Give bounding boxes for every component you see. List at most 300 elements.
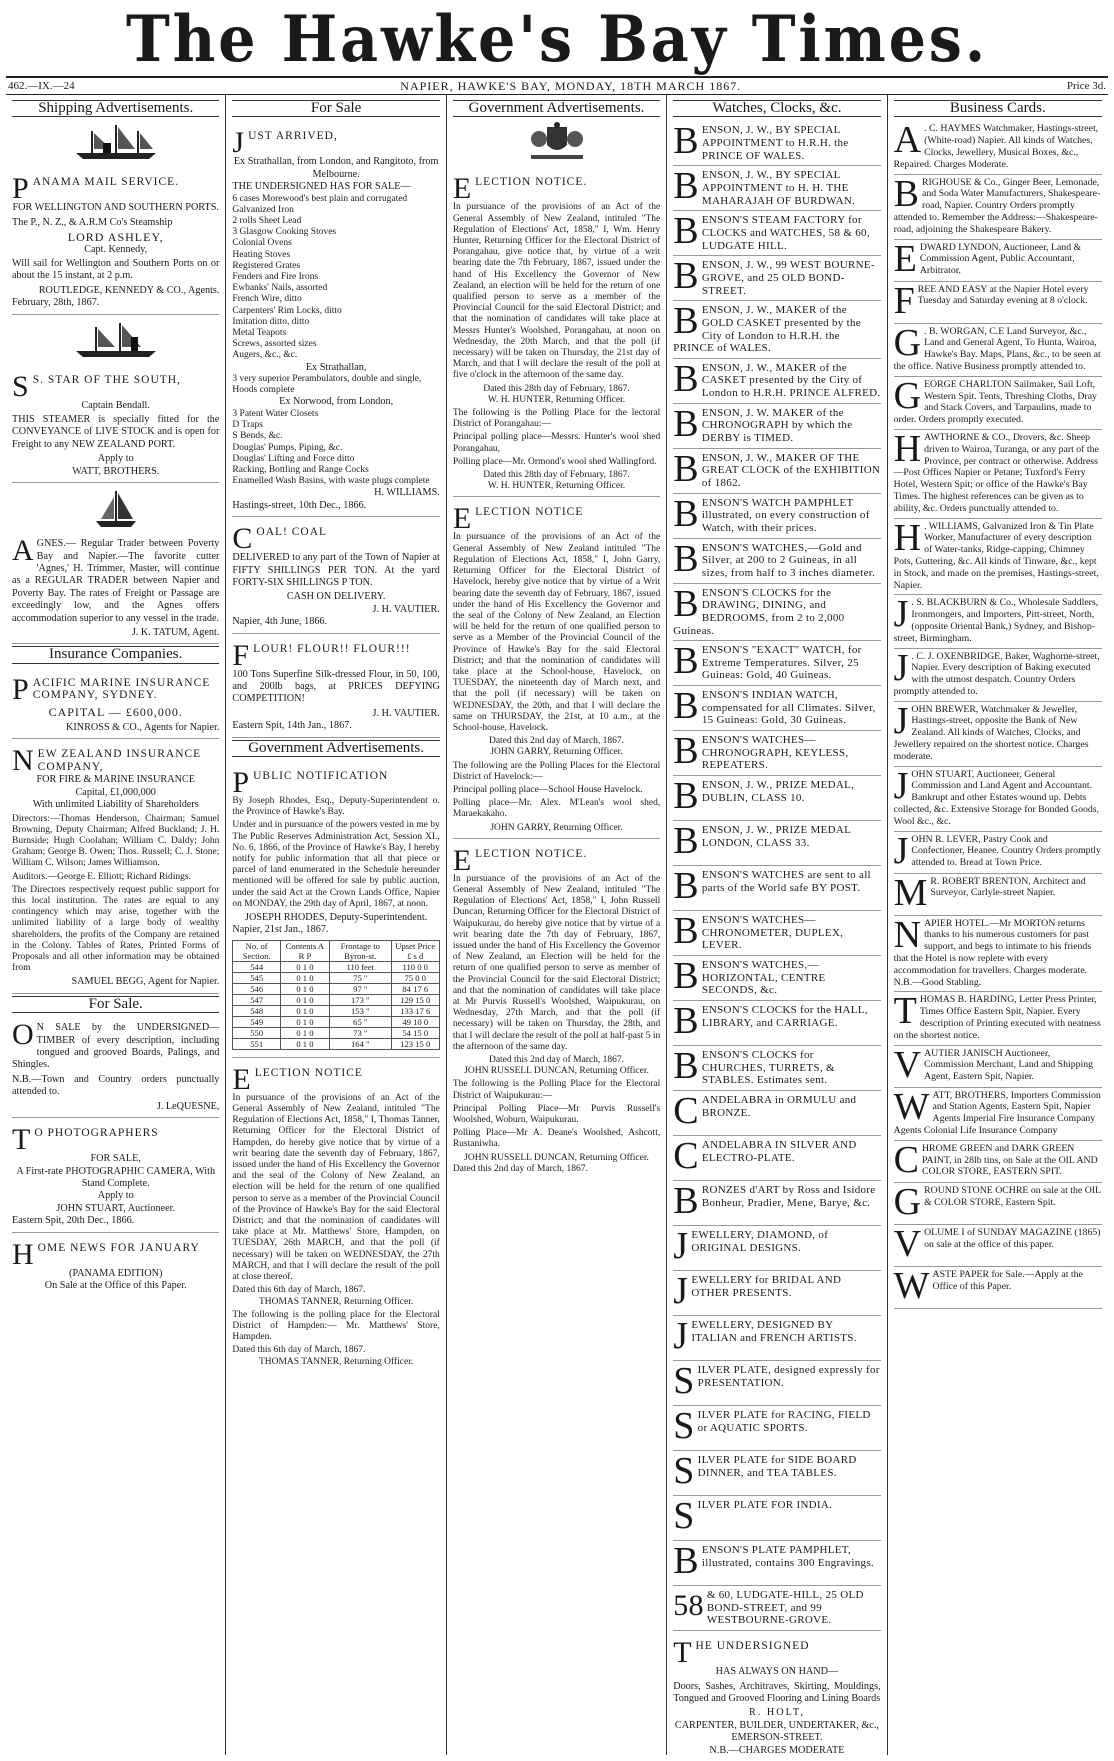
ad-title: EW ZEALAND INSURANCE COMPANY,: [37, 748, 202, 773]
list-item: Heating Stoves: [232, 249, 291, 260]
ad-text: ENSON'S WATCHES—CHRONOGRAPH, KEYLESS, REPEATERS.: [701, 734, 849, 772]
watch-ad: [673, 776, 880, 821]
table-cell: 73 ": [329, 1027, 391, 1038]
list-item: 3 Patent Water Closets: [232, 408, 319, 419]
ad-text: ENSON'S CLOCKS for CHURCHES, TURRETS, & STABLES. Estimates sent.: [701, 1049, 835, 1087]
agent-name: KINROSS & CO., Agents for Napier.: [66, 721, 220, 733]
ad-title: UST ARRIVED,: [248, 130, 338, 143]
issue-number: 462.—IX.—24: [8, 80, 75, 92]
table-cell: 75 ": [329, 972, 391, 983]
ad-text: EWELLERY, DESIGNED BY ITALIAN and FRENCH ARTISTS.: [691, 1319, 857, 1344]
table-cell: 546: [233, 983, 281, 994]
card-text: AUTIER JANISCH Auctioneer, Commission Merchant, Land and Shipping Agent, Eastern Spit, Napier.: [924, 1047, 1094, 1083]
table-cell: 129 15 0: [391, 994, 439, 1005]
drop-cap: J: [893, 593, 909, 636]
ad-shipment: Ex Strathallan,: [305, 361, 367, 373]
agent-name: THOMAS TANNER, Returning Officer.: [258, 1296, 414, 1307]
table-cell: 49 10 0: [391, 1016, 439, 1027]
card-text: . S. BLACKBURN & Co., Wholesale Saddlers, Ironmongers, and Importers, Pitt-street, North, (opposite Oriental Bank,) Sydney, and Bishop-street, Birmingham.: [893, 597, 1099, 644]
business-card: [893, 237, 1102, 282]
ad-text: ILVER PLATE FOR INDIA.: [697, 1499, 833, 1512]
watch-ads-list: [673, 121, 880, 1631]
ad-text: ENSON, J. W., MAKER of the GOLD CASKET presented by the City of London to H.R.H. the PRINCE of WALES.: [673, 304, 861, 355]
business-card: [893, 699, 1102, 767]
item-list: [232, 194, 439, 362]
card-text: OHN STUART, Auctioneer, General Commission and Land Agent and Accountant. Bankrupt and other Estates wound up. Debts collected, &c. Extensive Storage for Bonded Goods, Wool &c., &c.: [893, 768, 1100, 827]
ad-date: Napier, 21st Jan., 1867.: [232, 924, 329, 936]
table-cell: 549: [233, 1016, 281, 1027]
table-row: [233, 994, 439, 1005]
ad-election-hampden: ELECTION NOTICE In pursuance of the provisions of an Act of the General Assembly of New Zealand, intituled "The Regulation of Elections Act, 1858," I, Thomas Tanner, Returning Officer for the Electoral District of Hampden, do hereby give notice that by virtue of a writ bearing date the seventh day of February, 1867, issued under the hand of His Excellency the Governor and the seal of the Colony of New Zealand, an election will be held for the return of one qualified person to serve as a member of the Provincial Council of the Province of Hawke's Bay for the said Electoral District; and that the nomination of candidates will take place at Mr. Matthews' Store, Hampden, on TUESDAY, 26th MARCH, and that the poll (if necessary) will be taken on WEDNESDAY, the 27th MARCH, and that I will declare the result of the poll at close thereof. Dated this 6th day of March, 1867. THOMAS TANNER, Returning Officer. The following is the polling place for the Electoral District of Hampden:— Mr. Matthews' Store, Hampden. Dated this 6th day of March, 1867. THOMAS TANNER, Returning Officer.: [232, 1062, 440, 1367]
watch-ad: [673, 256, 880, 301]
table-cell: 54 15 0: [391, 1027, 439, 1038]
table-row: [233, 983, 439, 994]
table-cell: 164 ": [329, 1038, 391, 1049]
agent-name: J. H. VAUTIER.: [372, 603, 440, 615]
drop-cap: B: [673, 402, 699, 445]
table-row: [233, 1038, 439, 1049]
ad-public-notification: PUBLIC NOTIFICATION By Joseph Rhodes, Esq., Deputy-Superintendent o. the Province of Hawke's Bay. Under and in pursuance of the powers vested in me by The Public Reserves Administration Act, Session XI., No. 6, 1866, of the Province of Hawke's Bay, I hereby notify for public information that all that piece or parcel of land enumerated in the Schedule hereunder mentioned will be offered for sale by public auction, under the said Act at the Crown Lands Office, Napier on MONDAY, the 29th day of April, 1867, at noon. JOSEPH RHODES, Deputy-Superintendent. Napier, 21st Jan., 1867. No. of Section. Contents A R P Frontage to Byron-st. Upset Price £ s d 544 0 1 0 110 feet 110 0 0 545 0 1 0 75 " 75 0 0 546 0 1 0 97 " 84 17 6 547 0 1 0 173 " 129 15 0 548 0 1 0 153 " 133 17 6 549 0 1 0 65 " 49 10 0 550 0 1 0 73 " 54 15 0 551 0 1 0 164 " 123 15 0: [232, 761, 439, 1058]
list-item: Metal Teapots: [232, 328, 287, 339]
drop-cap: V: [893, 1043, 922, 1086]
ad-body: A First-rate PHOTOGRAPHIC CAMERA, With Stand Complete.: [16, 1165, 216, 1189]
cutter-icon: [12, 487, 219, 529]
drop-cap: B: [673, 1180, 699, 1223]
list-item: 3 very superior Perambulators, double and single, Hoods complete: [232, 374, 422, 396]
ad-election-havelock: ELECTION NOTICE In pursuance of the provisions of an Act of the General Assembly of New Zealand intituled "The Regulation of Elections Act, 1858," I, John Garry, Returning Officer for the Electoral District of Havelock, hereby give notice that by virtue of a Writ bearing date the seventh day of February, 1867, issued under the hand of His Excellency the Governor and the seal of the Colony of New Zealand, an Election will be held for the return of one qualified person to serve as a Member of the Provincial Council of the Province of Hawke's Bay for the said Electoral District; and that the nomination of candidates will take place at the School-house, Havelock, on TUESDAY, the nineteenth day of March next, and that the poll (if necessary) will be taken on WEDNESDAY, the 20th, and that I will declare the same on THURSDAY, the 21st, at 10 a.m., at the School-house, Havelock. Dated this 2nd day of March, 1867. JOHN GARRY, Returning Officer. The following are the Polling Places for the Electoral District of Havelock:— Principal polling place—School House Havelock. Polling place—Mr. Alex. M'Lean's wool shed, Maraekakaho. JOHN GARRY, Returning Officer.: [453, 497, 660, 838]
ad-agnes: AGNES.— Regular Trader between Poverty Bay and Napier.—The favorite cutter 'Agnes,' H. Trimmer, Master, will continue as a REGULAR TRADER between Napier and Poverty Bay. The rates of Freight or Passage are exceedingly low, and the Agnes offers accommodation superior to any vessel in the trade. J. K. TATUM, Agent.: [12, 533, 219, 644]
polling-place: The following is the Polling Place for the Electoral District of Waipukurau:—: [452, 1079, 661, 1101]
ad-subtitle: FOR WELLINGTON AND SOUTHERN PORTS.: [12, 202, 219, 214]
table-cell: 544: [233, 961, 281, 972]
watch-ad: [673, 1091, 880, 1136]
watch-ad: [673, 641, 880, 686]
card-text: OHN BREWER, Watchmaker & Jeweller, Hastings-street, opposite the Bank of New Zealand. All kinds of Watches, Clocks, and Jewellery repaired on the shortest notice. Charges moderate.: [893, 703, 1089, 762]
list-item: Screws, assorted sizes: [232, 339, 317, 350]
table-cell: 547: [233, 994, 281, 1005]
ad-title: LECTION NOTICE: [475, 506, 584, 519]
list-item: French Wire, ditto: [232, 294, 302, 305]
watch-ad: [673, 911, 880, 956]
address: EMERSON-STREET.: [731, 1732, 823, 1744]
drop-cap: S: [673, 1495, 695, 1538]
drop-cap: B: [673, 210, 699, 253]
business-card: [894, 992, 1102, 1045]
business-card: [893, 1085, 1102, 1141]
captain: Capt. Kennedy,: [84, 243, 148, 255]
watch-ad: [673, 494, 880, 539]
ad-title: OAL! COAL: [256, 526, 328, 539]
list-item: 3 Glasgow Cooking Stoves: [232, 227, 337, 238]
card-text: HROME GREEN and DARK GREEN PAINT, in 28lb tins, on Sale at the OIL AND COLOR STORE, EASTERN SPIT.: [921, 1142, 1098, 1178]
drop-cap: T: [893, 990, 917, 1033]
drop-cap: J: [893, 646, 909, 689]
ad-title: ANAMA MAIL SERVICE.: [32, 176, 180, 189]
ad-text: EWELLERY, DIAMOND, of ORIGINAL DESIGNS.: [691, 1229, 829, 1254]
drop-cap: J: [893, 829, 909, 872]
apply-to: Apply to: [97, 453, 134, 465]
dateline-bar: [6, 76, 1108, 95]
table-cell: 0 1 0: [280, 983, 329, 994]
ad-date: Eastern Spit, 14th Jan., 1867.: [232, 720, 352, 732]
drop-cap: H: [893, 427, 922, 470]
section-heading: Government Advertisements.: [453, 100, 660, 117]
ad-text: ENSON'S INDIAN WATCH, compensated for all Climates. Silver, 15 Guineas: Gold, 30 Guineas.: [701, 689, 876, 727]
drop-cap: G: [893, 321, 922, 364]
business-card: [893, 1180, 1102, 1225]
list-item: 2 rolls Sheet Lead: [232, 216, 302, 227]
table-cell: 0 1 0: [280, 994, 329, 1005]
drop-cap: B: [673, 582, 699, 625]
ad-text: ILVER PLATE for SIDE BOARD DINNER, and TEA TABLES.: [697, 1454, 857, 1479]
table-cell: 173 ": [329, 994, 391, 1005]
watch-ad: [673, 1271, 880, 1316]
ad-photographers: T O PHOTOGRAPHERS FOR SALE, A First-rate PHOTOGRAPHIC CAMERA, With Stand Complete. Apply to JOHN STUART, Auctioneer. Eastern Spit, 20th Dec., 1866.: [12, 1118, 219, 1232]
ad-byline: By Joseph Rhodes, Esq., Deputy-Superintendent o. the Province of Hawke's Bay.: [232, 796, 440, 818]
directors: Directors:—Thomas Henderson, Chairman; Samuel Browning, Deputy Chairman; Alfred Buckland; J. H. Burnside; Hugh Coolahan; William C. Daldy; John Graham; George B. Owen; Thos. Russell; C. J. Stone; William C. Wilson; James Williamson.: [12, 813, 220, 869]
drop-cap: B: [673, 775, 699, 818]
watch-ad: [673, 584, 880, 641]
drop-cap: B: [673, 910, 699, 953]
ad-title: S. STAR OF THE SOUTH,: [32, 373, 181, 386]
agent-name: WATT, BROTHERS.: [72, 465, 160, 477]
drop-cap: B: [673, 300, 699, 343]
table-cell: 0 1 0: [280, 1016, 329, 1027]
ad-body: In pursuance of the provisions of an Act of the General Assembly of New Zealand, intituled "The Regulation of Elections' Act, 1858," I, John Russell Duncan, Returning Officer for the Electoral District of Waipukurau, do hereby give notice that by virtue of a writ bearing date the 7th day of February, 1867, issued under the hand of His Excellency the Governor of New Zealand, an Election will be held for the return of one qualified person to serve as member of the Provincial Council for the said Electoral District; and that the nomination of candidates will take place at Mr Purvis Russell's Woolshed, Waipukurau, on Wednesday, 27th March, and that the poll (if necessary) will be taken on Thursday, the 28th, and that I will declare the result of the poll at half-past 5 in the afternoon of the same day.: [452, 873, 661, 1052]
business-card: [893, 1138, 1102, 1183]
table-header: Upset Price £ s d: [391, 940, 439, 961]
ad-intro: THE UNDERSIGNED HAS FOR SALE—: [232, 181, 411, 193]
coat-of-arms-icon: [453, 121, 660, 163]
ad-body: N SALE by the UNDERSIGNED— TIMBER of every description, including tongued and grooved Boards, Palings, and Shingles.: [12, 1022, 220, 1071]
price: Price 3d.: [1066, 80, 1106, 92]
ad-title: LECTION NOTICE.: [475, 176, 588, 189]
agent-name: W. H. HUNTER, Returning Officer.: [487, 481, 626, 492]
ad-text: ENSON'S WATCHES,—HORIZONTAL, CENTRE SECONDS, &c.: [701, 959, 826, 997]
list-item: Imitation ditto, ditto: [232, 316, 310, 327]
ad-text: ENSON, J. W., MAKER of the CASKET presented by the City of London to H.R.H. PRINCE ALFRED.: [701, 361, 881, 399]
polling-place: Principal polling place—School House Havelock.: [452, 784, 643, 795]
ad-title: LECTION NOTICE.: [475, 847, 588, 860]
ad-title: ACIFIC MARINE INSURANCE COMPANY, SYDNEY.: [32, 676, 211, 702]
agent-name: R. HOLT,: [748, 1707, 805, 1719]
ad-note: N.B.—CHARGES MODERATE: [709, 1744, 845, 1755]
ad-date: Dated this 28th day of February, 1867.: [483, 470, 630, 481]
liability: With unlimited Liability of Shareholders: [32, 799, 199, 811]
ship-name: LORD ASHLEY,: [67, 230, 164, 245]
table-cell: 548: [233, 1005, 281, 1016]
drop-cap: F: [893, 279, 915, 322]
ad-body: In pursuance of the provisions of an Act of the General Assembly of New Zealand intituled "The Regulation of Elections Act, 1858," I, John Garry, Returning Officer for the Electoral District of Havelock, hereby give notice that by virtue of a Writ bearing date the seventh day of February, 1867, issued under the hand of His Excellency the Governor and the seal of the Colony of New Zealand, an Election will be held for the return of one qualified person to serve as a Member of the Provincial Council of the Province of Hawke's Bay for the said Electoral District; and that the nomination of candidates will take place at the School-house, Havelock, on TUESDAY, the nineteenth day of March next, and that the poll (if necessary) will be taken on WEDNESDAY, the 20th, and that I will declare the same on THURSDAY, the 21st, at 10 a.m., at the School-house, Havelock.: [452, 532, 661, 733]
watch-ad: [673, 956, 880, 1001]
card-text: REE AND EASY at the Napier Hotel every Tuesday and Saturday evening at 8 o'clock.: [917, 283, 1089, 307]
section-heading: Shipping Advertisements.: [12, 100, 219, 117]
business-card: [893, 279, 1102, 324]
list-item: Racking, Bottling and Range Cocks: [232, 464, 369, 475]
table-row: [233, 961, 439, 972]
agent-name: W. H. HUNTER, Returning Officer.: [487, 394, 626, 405]
ad-body: DELIVERED to any part of the Town of Napier at FIFTY SHILLINGS PER TON. At the yard FORTY-SIX SHILLINGS P TON.: [232, 552, 440, 588]
ad-holt: THE UNDERSIGNED HAS ALWAYS ON HAND— Doors, Sashes, Architraves, Skirting, Mouldings, Tongued and Grooved Flooring and Lining Boards R. HOLT, CARPENTER, BUILDER, UNDERTAKER, &c., EMERSON-STREET. N.B.—CHARGES MODERATE: [673, 1636, 881, 1755]
ad-text: ENSON, J. W., BY SPECIAL APPOINTMENT to H. H. THE MAHARAJAH OF BURDWAN.: [701, 169, 856, 207]
drop-cap: B: [893, 172, 919, 215]
card-text: EORGE CHARLTON Sailmaker, Sail Loft, Western Spit. Tents, Threshing Cloths, Dray and Stack Covers, and Tarpaulins, made to order. Orders promptly executed.: [893, 378, 1097, 426]
ad-body: In pursuance of the provisions of an Act of the General Assembly of New Zealand, intituled "The Regulation of Elections' Act, 1858," I, Wm. Henry Hunter, Returning Officer for the Electoral District of Porangahau, give notice that, by virtue of a writ bearing date the 7th February, 1867, issued under the hand of His Excellency the Governor of New Zealand, an election will be held for the return of one qualified person to serve as a member of the Provincial Council for the said Electoral District; and that the nomination of candidates will take place at Messrs Hunter's Woolshed, Porangahau, at noon on Wednesday, the 20th March, and that the poll (if necessary) will be taken on Thursday, the 21st day of March, and that I will declare the result of the poll at five o'clock in the afternoon of the same day.: [452, 202, 661, 381]
list-item: D Traps: [232, 420, 263, 431]
business-card: [893, 374, 1102, 430]
ad-flour: FLOUR! FLOUR!! FLOUR!!! 100 Tons Superfine Silk-dressed Flour, in 50, 100, and 200lb bags, at PRICES DEFYING COMPETITION! J. H. VAUTIER. Eastern Spit, 14th Jan., 1867.: [232, 634, 439, 738]
business-card: [893, 1043, 1102, 1088]
watch-ad: [673, 1001, 880, 1046]
ad-title: OME NEWS FOR JANUARY: [37, 1241, 200, 1254]
watch-ad: [673, 1496, 880, 1541]
ad-text: EWELLERY for BRIDAL AND OTHER PRESENTS.: [691, 1274, 842, 1299]
list-item: Fenders and Fire Irons: [232, 272, 319, 283]
card-text: . C. J. OXENBRIDGE, Baker, Waghorne-street, Napier. Every description of Baking executed with the utmost despatch. Country Orders promptly attended to.: [893, 650, 1100, 697]
ad-home-news: HOME NEWS FOR JANUARY (PANAMA EDITION) On Sale at the Office of this Paper.: [12, 1233, 219, 1297]
ad-text: ENSON, J. W., PRIZE MEDAL LONDON, CLASS 33.: [701, 824, 851, 849]
business-card: [894, 595, 1102, 648]
ad-text: ENSON'S CLOCKS for the DRAWING, DINING, and BEDROOMS, from 2 to 2,000 Guineas.: [673, 586, 845, 637]
card-text: OLUME I of SUNDAY MAGAZINE (1865) on sale at the office of this paper.: [924, 1226, 1101, 1250]
business-cards-list: [894, 121, 1102, 1308]
drop-cap: C: [893, 1138, 919, 1181]
watch-ad: [673, 1406, 880, 1451]
columns: [6, 95, 1108, 1755]
table-cell: 110 0 0: [391, 961, 439, 972]
drop-cap: B: [673, 255, 699, 298]
watch-ad: [673, 211, 880, 256]
watch-ad: [673, 166, 880, 211]
table-header: No. of Section.: [233, 940, 281, 961]
ship-icon: [12, 121, 219, 163]
agent-name: ROUTLEDGE, KENNEDY & CO., Agents.: [38, 284, 220, 296]
agent-name: J. LeQUESNE,: [156, 1100, 220, 1112]
apply-to: Apply to: [97, 1190, 134, 1202]
agent-name: J. K. TATUM, Agent.: [131, 626, 220, 638]
business-card: [893, 321, 1102, 377]
drop-cap: B: [673, 537, 699, 580]
watch-ad: [673, 1046, 880, 1091]
agent-name: JOHN GARRY, Returning Officer.: [490, 747, 623, 758]
ad-title: LECTION NOTICE: [254, 1066, 363, 1079]
ad-text: ENSON'S "EXACT" WATCH, for Extreme Temperatures. Silver, 25 Guineas: Gold, 40 Guineas.: [701, 644, 862, 682]
business-card: [894, 121, 1102, 174]
ad-election-porangahau: ELECTION NOTICE. In pursuance of the provisions of an Act of the General Assembly of New Zealand, intituled "The Regulation of Elections' Act, 1858," I, Wm. Henry Hunter, Returning Officer for the Electoral District of Porangahau, give notice that, by virtue of a writ bearing date the 7th February, 1867, issued under the hand of His Excellency the Governor of New Zealand, an election will be held for the return of one qualified person to serve as a member of the Provincial Council for the said Electoral District; and that the nomination of candidates will take place at Messrs Hunter's Woolshed, Porangahau, at noon on Wednesday, the 20th March, and that the poll (if necessary) will be taken on Thursday, the 21st day of March, and that I will declare the result of the poll at five o'clock in the afternoon of the same day. Dated this 28th day of February, 1867. W. H. HUNTER, Returning Officer. The following is the Polling Place for the lectoral District of Porangahau:— Principal polling place—Messrs. Hunter's wool shed Porangahau, Polling place—Mr. Ormond's wool shed Wallingford. Dated this 28th day of February, 1867. W. H. HUNTER, Returning Officer.: [453, 167, 660, 497]
ad-title: UBLIC NOTIFICATION: [253, 770, 389, 782]
watch-ad: [673, 449, 880, 494]
table-cell: 123 15 0: [391, 1038, 439, 1049]
watch-ad: [673, 539, 880, 584]
ad-date: Eastern Spit, 20th Dec., 1866.: [12, 1215, 135, 1227]
ad-date: Dated this 6th day of March, 1867.: [232, 1285, 366, 1296]
watch-ad: [673, 1316, 880, 1361]
section-heading: Government Advertisements.: [232, 740, 439, 757]
ad-body: In pursuance of the provisions of an Act of the General Assembly of New Zealand, intituled "The Regulation of Elections Act, 1858," I, Thomas Tanner, Returning Officer for the Electoral District of Hampden, do hereby give notice that by virtue of a writ bearing date the seventh day of February, 1867, issued under the hand of His Excellency the Governor and the seal of the Colony of New Zealand, an election will be held for the return of one qualified person to serve as a member of the Provincial Council of the Province of Hawke's Bay for the said Electoral District; and that the nomination of candidates will take place at Mr. Matthews' Store, Hampden, on TUESDAY, 26th MARCH, and that the poll (if necessary) will be taken on WEDNESDAY, the 27th MARCH, and that I will declare the result of the poll at close thereof.: [232, 1092, 440, 1283]
ad-date: Dated this 2nd day of March, 1867.: [488, 736, 625, 747]
drop-cap: S: [673, 1405, 695, 1448]
ad-body: On Sale at the Office of this Paper.: [44, 1279, 187, 1291]
drop-cap: M: [893, 871, 928, 914]
table-cell: 133 17 6: [391, 1005, 439, 1016]
table-cell: 0 1 0: [280, 1038, 329, 1049]
ad-just-arrived: JUST ARRIVED, Ex Strathallan, from London, and Rangitoto, from Melbourne. THE UNDERSIGNED HAS FOR SALE— 6 cases Morewood's best plain and corrugated Galvanized Iron 2 rolls Sheet Lead 3 Glasgow Cooking Stoves Colonial Ovens Heating Stoves Registered Grates Fenders and Fire Irons Ewbanks' Nails, assorted French Wire, ditto Carpenters' Rim Locks, ditto Imitation ditto, ditto Metal Teapots Screws, assorted sizes Augers, &c., &c. Ex Strathallan, 3 very superior Perambulators, double and single, Hoods complete Ex Norwood, from London, 3 Patent Water Closets D Traps S Bends, &c. Douglas' Pumps, Piping, &c. Douglas' Lifting and Force ditto Racking, Bottling and Range Cocks Enamelled Wash Basins, with waste plugs complete H. WILLIAMS. Hastings-street, 10th Dec., 1866.: [232, 121, 439, 517]
drop-cap: B: [673, 1540, 699, 1583]
watch-ad: [673, 1361, 880, 1406]
polling-place: The following is the Polling Place for the lectoral District of Porangahau:—: [452, 408, 661, 430]
ad-text: & 60, LUDGATE-HILL, 25 OLD BOND-STREET, and 99 WESTBOURNE-GROVE.: [706, 1589, 864, 1627]
section-heading: Insurance Companies.: [12, 646, 219, 663]
business-card: [893, 427, 1102, 519]
polling-place: Polling Place—Mr A. Deane's Woolshed, Ashcott, Rustaniwha.: [452, 1128, 661, 1150]
polling-place: Polling place—Mr. Ormond's wool shed Wallingford.: [452, 456, 657, 467]
newspaper-page: [0, 4, 1114, 1761]
polling-place: The following is the polling place for the Electoral District of Hampden:— Mr. Matthews' Store, Hampden.: [232, 1309, 440, 1343]
polling-place: Polling place—Mr. Alex. M'Lean's wool shed, Maraekakaho.: [452, 798, 661, 820]
agent-name: THOMAS TANNER, Returning Officer.: [258, 1356, 414, 1367]
section-heading: Business Cards.: [894, 100, 1102, 117]
card-text: ROUND STONE OCHRE on sale at the OIL & COLOR STORE, Eastern Spit.: [924, 1184, 1101, 1208]
watch-ad: [673, 404, 880, 449]
card-text: . WILLIAMS, Galvanized Iron & Tin Plate Worker, Manufacturer of every description of Water-tanks, Ridge-capping, Chimney Pots, Guttering, &c. All kinds of Tinware, &c., kept in Stock, and made on the premises, Hastings-street, Napier.: [893, 520, 1099, 591]
card-text: OHN R. LEVER, Pastry Cook and Confectioner, Heanee. Country Orders promptly attended to. Bread at Town Price.: [911, 833, 1101, 869]
item-list: [232, 409, 439, 487]
table-cell: 0 1 0: [280, 1005, 329, 1016]
watch-ad: [673, 1226, 880, 1271]
ad-subtitle: FOR SALE,: [90, 1153, 141, 1165]
ad-note: N.B.—Town and Country orders punctually attended to.: [12, 1073, 220, 1098]
drop-cap: B: [673, 492, 699, 535]
card-text: ASTE PAPER for Sale.—Apply at the Office of this Paper.: [932, 1268, 1083, 1292]
ad-star-of-south: S S. STAR OF THE SOUTH, Captain Bendall. THIS STEAMER is specially fitted for the CONVEYANCE of LIVE STOCK and is open for Freight to any NEW ZEALAND PORT. Apply to WATT, BROTHERS.: [12, 365, 219, 483]
list-item: Colonial Ovens: [232, 238, 292, 249]
ship-icon: [12, 319, 219, 361]
list-item: Douglas' Lifting and Force ditto: [232, 453, 355, 464]
ad-date: Hastings-street, 10th Dec., 1866.: [232, 499, 367, 511]
ad-text: ILVER PLATE, designed expressly for PRESENTATION.: [697, 1364, 880, 1389]
ad-text: ENSON, J. W., 99 WEST BOURNE-GROVE, and 25 OLD BOND-STREET.: [701, 259, 875, 297]
list-item: Carpenters' Rim Locks, ditto: [232, 305, 342, 316]
watch-ad: [673, 821, 880, 866]
agent-name: JOHN STUART, Auctioneer.: [56, 1202, 175, 1214]
column-for-sale: [226, 95, 446, 1755]
drop-cap: S: [673, 1360, 695, 1403]
card-text: . B. WORGAN, C.E Land Surveyor, &c., Land and General Agent, To Hunta, Wairoa, Hawke's Bay. Maps, Plans, &c., to be seen at the office. Native Business promptly attended to.: [893, 325, 1101, 372]
watch-ad: [673, 1541, 880, 1586]
card-text: . C. HAYMES Watchmaker, Hastings-street, (White-road) Napier. All kinds of Watches, Clocks, Jewellery, Musical Boxes, &c., Repaired. Charges Moderate.: [893, 123, 1099, 170]
table-row: [233, 1027, 439, 1038]
ad-body: GNES.— Regular Trader between Poverty Bay and Napier.—The favorite cutter 'Agnes,' H. Trimmer, Master, will continue as a REGULAR TRADER between Napier and Poverty Bay. The rates of Freight or Passage are exceedingly low, and the Agnes offers accommodation superior to any vessel in the trade.: [12, 538, 220, 624]
table-row: [233, 972, 439, 983]
ad-body: Doors, Sashes, Architraves, Skirting, Mouldings, Tongued and Grooved Flooring and Lining Boards: [673, 1680, 881, 1704]
list-item: Ewbanks' Nails, assorted: [232, 283, 328, 294]
business-card: [893, 913, 1102, 993]
drop-cap: H: [893, 516, 922, 559]
table-cell: 84 17 6: [391, 983, 439, 994]
ad-text: ENSON'S WATCHES—CHRONOMETER, DUPLEX, LEVER.: [701, 914, 844, 952]
column-watches: [667, 95, 887, 1755]
ad-date: Dated this 2nd day of March, 1867.: [452, 1163, 588, 1174]
agent-name: JOHN GARRY, Returning Officer.: [490, 822, 623, 833]
table-cell: 0 1 0: [280, 1027, 329, 1038]
agent-name: SAMUEL BEGG, Agent for Napier.: [71, 976, 220, 988]
ad-body: Will sail for Wellington and Southern Ports on or about the 15 instant, at 2 p.m.: [12, 258, 220, 282]
watch-ad: [673, 1136, 880, 1181]
ad-text: ENSON, J. W., BY SPECIAL APPOINTMENT to H.R.H. the PRINCE OF WALES.: [701, 124, 849, 162]
ad-body: THIS STEAMER is specially fitted for the CONVEYANCE of LIVE STOCK and is open for Freight to any NEW ZEALAND PORT.: [12, 414, 220, 450]
card-text: DWARD LYNDON, Auctioneer, Land & Commission Agent, Public Accountant, Arbitrator.: [919, 241, 1082, 277]
ad-body: 100 Tons Superfine Silk-dressed Flour, in 50, 100, and 200lb bags, at PRICES DEFYING COMPETITION!: [232, 668, 440, 705]
drop-cap: G: [893, 1180, 922, 1223]
ad-pacific-marine: PACIFIC MARINE INSURANCE COMPANY, SYDNEY. CAPITAL — £600,000. KINROSS & CO., Agents for Napier.: [12, 668, 219, 740]
watch-ad: [673, 1181, 880, 1226]
table-cell: 551: [233, 1038, 281, 1049]
list-item: 6 cases Morewood's best plain and corrugated Galvanized Iron: [232, 193, 408, 215]
list-item: Enamelled Wash Basins, with waste plugs complete: [232, 476, 430, 487]
ad-text: RONZES d'ART by Ross and Isidore Bonheur, Pradier, Mene, Barye, &c.: [701, 1184, 876, 1209]
section-heading: For Sale: [232, 100, 439, 117]
ad-election-waipukurau: ELECTION NOTICE. In pursuance of the provisions of an Act of the General Assembly of New Zealand, intituled "The Regulation of Elections' Act, 1858," I, John Russell Duncan, Returning Officer for the Electoral District of Waipukurau, do hereby give notice that by virtue of a writ bearing date the 7th day of February, 1867, issued under the hand of His Excellency the Governor of New Zealand, an Election will be held for the return of one qualified person to serve as member of the Provincial Council for the said Electoral District; and that the nomination of candidates will take place at Mr Purvis Russell's Woolshed, Waipukurau, on Wednesday, 27th March, and that the poll (if necessary) will be taken on Thursday, the 28th, and that I will declare the result of the poll at half-past 5 in the afternoon of the same day. Dated this 2nd day of March, 1867. JOHN RUSSELL DUNCAN, Returning Officer. The following is the Polling Place for the Electoral District of Waipukurau:— Principal Polling Place—Mr Purvis Russell's Woolshed, Woburn, Waipukurau. Polling Place—Mr A. Deane's Woolshed, Ashcott, Rustaniwha. JOHN RUSSELL DUNCAN, Returning Officer. Dated this 2nd day of March, 1867.: [452, 843, 661, 1174]
drop-cap: B: [673, 1045, 699, 1088]
table-cell: 545: [233, 972, 281, 983]
list-item: Douglas' Pumps, Piping, &c.: [232, 442, 343, 453]
polling-place: The following are the Polling Places for the Electoral District of Havelock:—: [452, 760, 661, 782]
agent-name: J. H. VAUTIER.: [372, 707, 440, 719]
column-business-cards: [888, 95, 1108, 1755]
ad-subtitle: HAS ALWAYS ON HAND—: [715, 1666, 839, 1678]
section-heading: Watches, Clocks, &c.: [673, 100, 880, 117]
drop-cap: B: [673, 820, 699, 863]
drop-cap: B: [673, 357, 699, 400]
ad-date: Dated this 28th day of February, 1867.: [483, 383, 630, 394]
ad-date: Napier, 4th June, 1866.: [232, 616, 328, 628]
ad-terms: CASH ON DELIVERY.: [286, 591, 386, 603]
ad-coal: COAL! COAL DELIVERED to any part of the Town of Napier at FIFTY SHILLINGS PER TON. At the yard FORTY-SIX SHILLINGS P TON. CASH ON DELIVERY. J. H. VAUTIER. Napier, 4th June, 1866.: [232, 517, 439, 633]
lots-table: [232, 940, 439, 1050]
business-card: [893, 516, 1102, 596]
drop-cap: E: [893, 237, 917, 280]
drop-cap: B: [673, 447, 699, 490]
ad-text: ANDELABRA IN SILVER AND ELECTRO-PLATE.: [701, 1139, 857, 1164]
dateline: NAPIER, HAWKE'S BAY, MONDAY, 18TH MARCH 1867.: [400, 78, 742, 93]
business-card: [893, 829, 1102, 874]
agent-name: H. WILLIAMS.: [374, 487, 440, 499]
agent-name: JOSEPH RHODES, Deputy-Superintendent.: [244, 912, 428, 924]
list-item: Augers, &c., &c.: [232, 350, 298, 361]
business-card: [893, 172, 1102, 240]
list-item: Registered Grates: [232, 260, 301, 271]
drop-cap: J: [673, 1225, 689, 1268]
drop-cap: C: [673, 1135, 699, 1178]
watch-ad: [673, 359, 880, 404]
ad-panama-mail: PANAMA MAIL SERVICE. FOR WELLINGTON AND SOUTHERN PORTS. The P., N. Z., & A.R.M Co's Steamship LORD ASHLEY, Capt. Kennedy, Will sail for Wellington and Southern Ports on or about the 15 instant, at 2 p.m. ROUTLEDGE, KENNEDY & CO., Agents. February, 28th, 1867.: [12, 167, 219, 314]
ad-subtitle: (PANAMA EDITION): [69, 1267, 163, 1279]
drop-cap: B: [673, 730, 699, 773]
table-cell: 0 1 0: [280, 961, 329, 972]
ad-text: The P., N. Z., & A.R.M Co's Steamship: [12, 216, 173, 228]
table-cell: 75 0 0: [391, 972, 439, 983]
table-cell: 97 ": [329, 983, 391, 994]
polling-place: Principal Polling Place—Mr Purvis Russell's Woolshed, Woburn, Waipukurau.: [452, 1103, 661, 1126]
watch-ad: [673, 686, 880, 731]
drop-cap: B: [673, 120, 699, 163]
ad-title: HE UNDERSIGNED: [695, 1640, 810, 1653]
ad-text: ENSON, J. W. MAKER of the CHRONOGRAPH by which the DERBY is TIMED.: [701, 406, 853, 444]
table-cell: 0 1 0: [280, 972, 329, 983]
drop-cap: B: [673, 640, 699, 683]
capital: CAPITAL — £600,000.: [48, 704, 183, 719]
ad-text: ENSON'S PLATE PAMPHLET, illustrated, contains 300 Engravings.: [701, 1544, 874, 1569]
